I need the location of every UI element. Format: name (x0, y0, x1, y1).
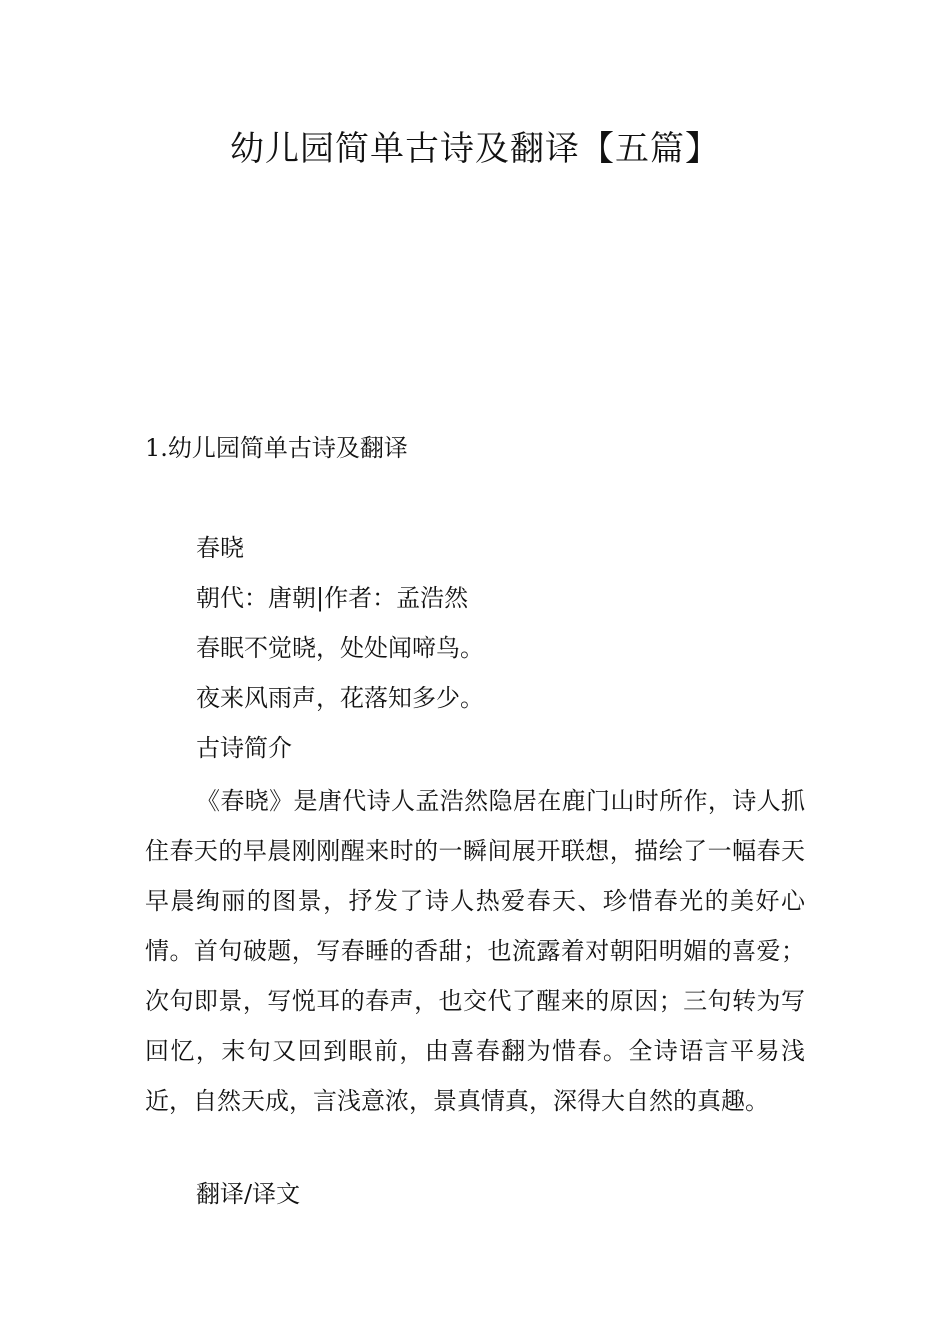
poem-meta: 朝代：唐朝|作者：孟浩然 (196, 584, 469, 612)
translation-heading: 翻译/译文 (196, 1180, 301, 1208)
intro-paragraph: 《春晓》是唐代诗人孟浩然隐居在鹿门山时所作，诗人抓住春天的早晨刚刚醒来时的一瞬间展开联想，描绘了一幅春天早晨绚丽的图景，抒发了诗人热爱春天、珍惜春光的美好心情。首句破题，写春睡的香甜；也流露着对朝阳明媚的喜爱；次句即景，写悦耳的春声，也交代了醒来的原因；三句转为写回忆，末句又回到眼前，由喜春翻为惜春。全诗语言平易浅近，自然天成，言浅意浓，景真情真，深得大自然的真趣。 (145, 787, 805, 1115)
intro-heading: 古诗简介 (196, 734, 292, 762)
poem-title: 春晓 (196, 534, 244, 562)
section-heading: 1.幼儿园简单古诗及翻译 (145, 434, 408, 462)
poem-verse-2: 夜来风雨声，花落知多少。 (196, 684, 484, 712)
document-title: 幼儿园简单古诗及翻译【五篇】 (230, 129, 720, 169)
poem-verse-1: 春眠不觉晓，处处闻啼鸟。 (196, 634, 484, 662)
